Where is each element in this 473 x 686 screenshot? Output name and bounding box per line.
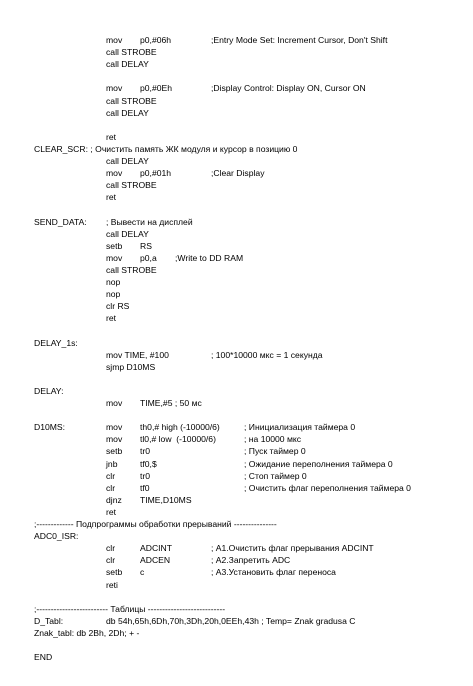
code-instruction: call DELAY [106, 59, 149, 70]
code-line [0, 470, 473, 482]
code-instruction: clr [106, 482, 116, 493]
code-instruction: nop [106, 289, 121, 300]
code-label: ;------------------------- Таблицы --------------------------- [34, 603, 226, 614]
code-operand: TIME,#5 ; 50 мс [140, 398, 202, 408]
code-line [0, 95, 473, 107]
code-line [0, 591, 473, 603]
code-comment: ; А3.Установить флаг переноса [211, 567, 336, 578]
code-instruction: djnz [106, 494, 122, 505]
code-operand: tf0,$ [140, 458, 157, 469]
code-operand: p0,#0Eh [140, 83, 173, 94]
code-operand: tr0 [140, 470, 151, 481]
code-instruction: call STROBE [106, 47, 157, 58]
code-instruction: mov TIME, #100 [106, 349, 169, 360]
code-comment: ; Ожидание переполнения таймера 0 [244, 458, 393, 469]
code-operand: c [140, 567, 145, 578]
code-label: ADC0_ISR: [34, 531, 79, 542]
code-line [0, 566, 473, 578]
code-line [0, 421, 473, 433]
code-instruction: mov [106, 168, 123, 179]
code-operand: p0,a [140, 252, 157, 263]
code-label: ;------------- Подпрограммы обработки прерываний --------------- [34, 519, 277, 529]
code-instruction: mov [106, 83, 123, 94]
code-instruction: clr [106, 470, 116, 481]
code-comment: ; Инициализация таймера 0 [244, 422, 356, 433]
code-line [0, 155, 473, 167]
code-line [0, 143, 473, 155]
code-label: D10MS: [34, 422, 66, 433]
code-comment: ; А2.Запретить ADC [211, 555, 291, 566]
code-line [0, 445, 473, 457]
code-instruction: mov [106, 398, 123, 408]
code-instruction: ret [106, 192, 117, 203]
code-line [0, 458, 473, 470]
code-line [0, 639, 473, 651]
code-line [0, 276, 473, 288]
code-instruction: sjmp D10MS [106, 361, 156, 372]
code-instruction: call STROBE [106, 180, 157, 191]
code-instruction: clr [106, 543, 116, 554]
code-line [0, 252, 473, 264]
code-instruction: clr [106, 555, 116, 566]
code-label: D_Tabl: [34, 615, 64, 626]
code-instruction: db 54h,65h,6Dh,70h,3Dh,20h,0EEh,43h ; Temp= Znak gradusa C [106, 615, 356, 626]
code-line [0, 324, 473, 336]
code-comment: ; А1.Очистить флаг прерывания ADCINT [211, 543, 374, 554]
code-line [0, 70, 473, 82]
code-label: CLEAR_SCR: ; Очистить память ЖК модуля и курсор в позицию 0 [34, 143, 298, 154]
code-label: DELAY: [34, 385, 64, 396]
code-instruction: call DELAY [106, 156, 149, 166]
code-line [0, 615, 473, 627]
code-instruction: mov [106, 422, 123, 433]
code-comment: ; Стоп таймер 0 [244, 470, 307, 481]
code-comment: ;Entry Mode Set: Increment Cursor, Don't Shift [211, 35, 388, 45]
code-instruction: call DELAY [106, 228, 149, 239]
code-instruction: call STROBE [106, 264, 157, 275]
code-line [0, 530, 473, 542]
code-line [0, 312, 473, 324]
code-comment: ;Display Control: Display ON, Cursor ON [211, 83, 366, 94]
code-line [0, 107, 473, 119]
code-operand: th0,# high (-10000/6) [140, 422, 220, 433]
code-line [0, 240, 473, 252]
code-operand: ADCINT [140, 543, 172, 554]
code-line [0, 82, 473, 94]
code-instruction: nop [106, 277, 121, 287]
code-operand: RS [140, 240, 152, 251]
code-line [0, 385, 473, 397]
code-operand: TIME,D10MS [140, 494, 192, 505]
code-line [0, 203, 473, 215]
code-line [0, 46, 473, 58]
code-line [0, 506, 473, 518]
code-operand: p0,#06h [140, 35, 172, 45]
code-instruction: ret [106, 506, 117, 517]
code-comment: ; Пуск таймер 0 [244, 446, 306, 457]
code-line [0, 216, 473, 228]
code-line [0, 651, 473, 663]
code-instruction: ret [106, 131, 117, 142]
code-instruction: reti [106, 579, 118, 590]
code-line [0, 482, 473, 494]
code-line [0, 373, 473, 385]
code-line [0, 554, 473, 566]
code-line [0, 191, 473, 203]
code-line [0, 349, 473, 361]
code-instruction: setb [106, 240, 123, 251]
code-label: END [34, 652, 53, 663]
code-instruction: setb [106, 567, 123, 578]
code-line [0, 579, 473, 591]
code-line [0, 179, 473, 191]
code-operand: tl0,# low (-10000/6) [140, 434, 216, 445]
code-line [0, 494, 473, 506]
code-instruction: ; Вывести на дисплей [106, 216, 193, 227]
code-instruction: ret [106, 313, 117, 324]
code-comment: ; 100*10000 мкс = 1 секунда [211, 349, 323, 360]
code-operand: ADCEN [140, 555, 171, 566]
code-label: SEND_DATA: [34, 216, 87, 227]
code-label: Znak_tabl: db 2Bh, 2Dh; + - [34, 627, 140, 638]
code-comment: ; на 10000 мкс [244, 434, 302, 445]
code-line [0, 409, 473, 421]
code-instruction: call DELAY [106, 107, 149, 118]
code-instruction: mov [106, 252, 123, 263]
code-line [0, 264, 473, 276]
code-line [0, 361, 473, 373]
code-line [0, 397, 473, 409]
code-instruction: setb [106, 446, 123, 457]
code-line [0, 337, 473, 349]
code-line [0, 167, 473, 179]
code-line [0, 228, 473, 240]
code-operand: p0,#01h [140, 168, 172, 179]
code-line [0, 518, 473, 530]
code-line [0, 58, 473, 70]
code-line [0, 627, 473, 639]
code-label: DELAY_1s: [34, 337, 78, 348]
code-instruction: call STROBE [106, 95, 157, 106]
code-instruction: clr RS [106, 301, 130, 312]
code-line [0, 542, 473, 554]
code-line [0, 119, 473, 131]
code-comment: ; Очистить флаг переполнения таймера 0 [244, 482, 411, 493]
code-comment: ;Clear Display [211, 168, 265, 179]
code-line [0, 288, 473, 300]
code-instruction: mov [106, 434, 123, 445]
code-comment: ;Write to DD RAM [175, 252, 244, 263]
code-operand: tr0 [140, 446, 151, 457]
code-line [0, 603, 473, 615]
code-line [0, 34, 473, 46]
code-instruction: mov [106, 35, 123, 45]
code-line [0, 300, 473, 312]
code-line [0, 433, 473, 445]
code-instruction: jnb [106, 458, 118, 469]
code-line [0, 131, 473, 143]
code-operand: tf0 [140, 482, 150, 493]
